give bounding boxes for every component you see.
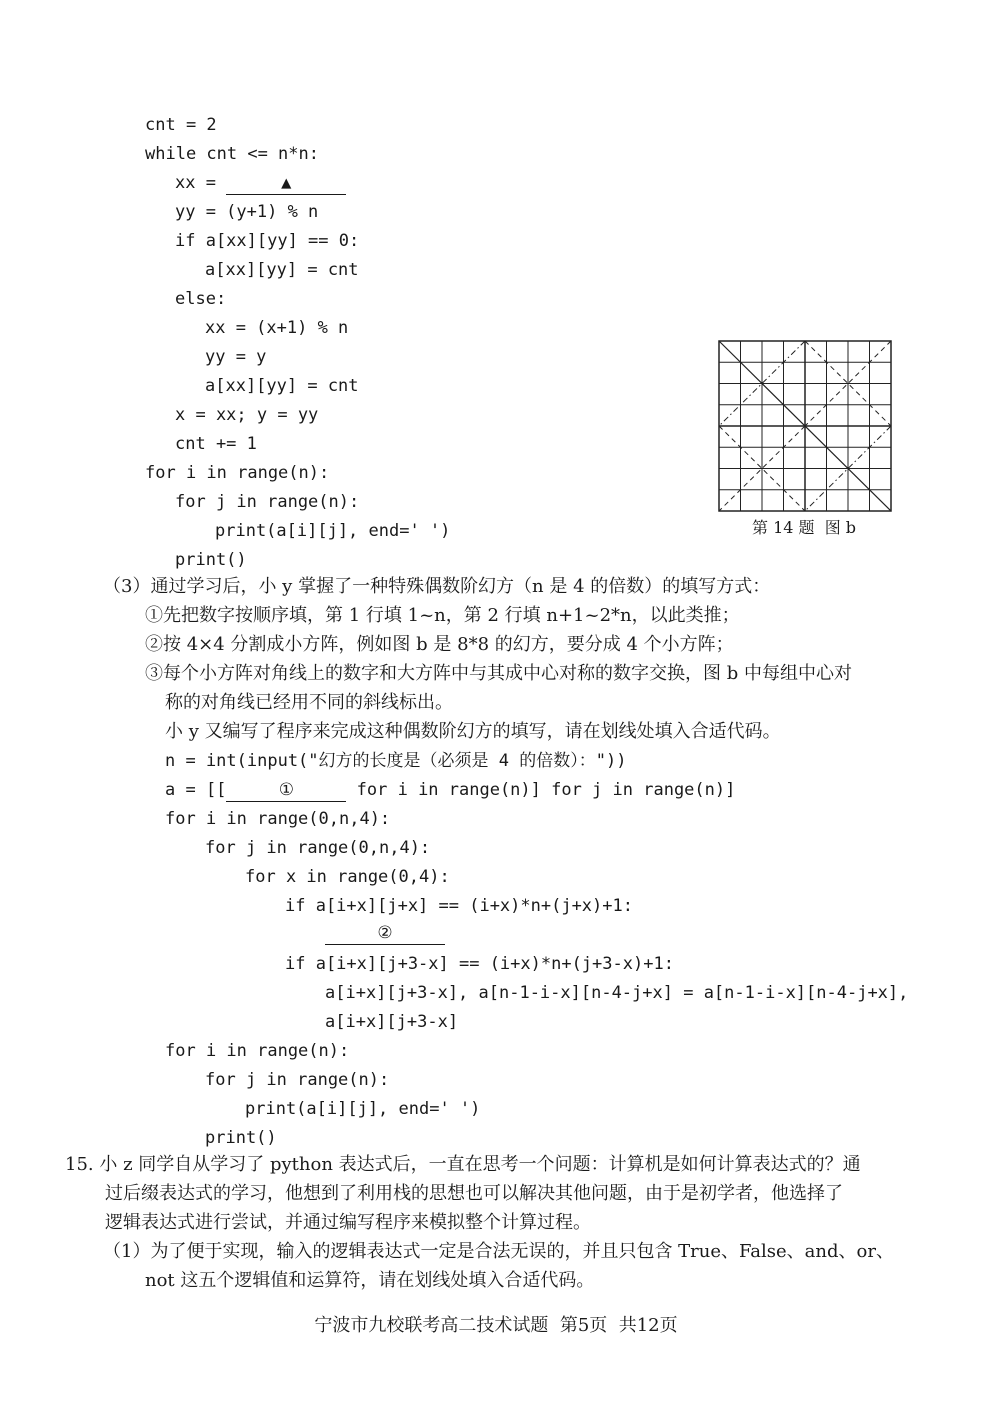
code-line: for x in range(0,4): xyxy=(245,867,450,887)
code-line: print(a[i][j], end=' ') xyxy=(215,521,451,541)
code-line: print(a[i][j], end=' ') xyxy=(245,1099,481,1119)
step-1: ①先把数字按顺序填，第 1 行填 1~n，第 2 行填 n+1~2*n，以此类推； xyxy=(145,605,740,626)
code-line: a[xx][yy] = cnt xyxy=(205,260,359,280)
code-text: xx = xyxy=(175,173,227,193)
code-line: print() xyxy=(205,1128,277,1148)
code-line: xx = (x+1) % n xyxy=(205,318,349,338)
answer-blank-2: ② xyxy=(325,922,445,945)
code-line: if a[xx][yy] == 0: xyxy=(175,231,360,251)
step-2: ②按 4×4 分割成小方阵，例如图 b 是 8*8 的幻方，要分成 4 个小方阵； xyxy=(145,634,734,655)
code-line: for i in range(n): xyxy=(165,1041,350,1061)
code-line: if a[i+x][j+x] == (i+x)*n+(j+x)+1: xyxy=(285,896,633,916)
question-15-part-1: （1）为了便于实现，输入的逻辑表达式一定是合法无误的，并且只包含 True、False、and、or、 xyxy=(103,1241,894,1262)
magic-square-figure xyxy=(718,340,892,512)
code-line: for j in range(0,n,4): xyxy=(205,838,431,858)
question-15-text: 过后缀表达式的学习，他想到了利用栈的思想也可以解决其他问题，由于是初学者，他选择了 xyxy=(105,1183,843,1204)
question-15-text: 逻辑表达式进行尝试，并通过编写程序来模拟整个计算过程。 xyxy=(105,1212,591,1233)
code-line-blank xyxy=(165,777,735,803)
code-line: a[i+x][j+3-x], a[n-1-i-x][n-4-j+x] = a[n-1-i-x][n-4-j+x], xyxy=(325,983,909,1003)
code-line: yy = (y+1) % n xyxy=(175,202,319,222)
code-line: a[i+x][j+3-x] xyxy=(325,1012,459,1032)
code-line: x = xx; y = yy xyxy=(175,405,319,425)
code-line-blank xyxy=(325,920,445,946)
step-3-cont: 称的对角线已经用不同的斜线标出。 xyxy=(165,692,453,713)
code-line: if a[i+x][j+3-x] == (i+x)*n+(j+3-x)+1: xyxy=(285,954,674,974)
task-text: 小 y 又编写了程序来完成这种偶数阶幻方的填写，请在划线处填入合适代码。 xyxy=(165,721,781,742)
question-15-part-1-cont: not 这五个逻辑值和运算符，请在划线处填入合适代码。 xyxy=(145,1270,595,1291)
code-line: cnt += 1 xyxy=(175,434,257,454)
code-line: for j in range(n): xyxy=(205,1070,390,1090)
code-line: n = int(input("幻方的长度是（必须是 4 的倍数）：")) xyxy=(165,751,627,771)
code-line: yy = y xyxy=(205,347,267,367)
page-footer: 宁波市九校联考高二技术试题 第5页 共12页 xyxy=(314,1315,678,1336)
code-line: for i in range(0,n,4): xyxy=(165,809,391,829)
code-text: for i in range(n)] for j in range(n)] xyxy=(346,780,736,800)
code-line: cnt = 2 xyxy=(145,115,217,135)
code-line: for j in range(n): xyxy=(175,492,360,512)
code-text: a = [[ xyxy=(165,780,227,800)
answer-blank-triangle: ▲ xyxy=(226,172,346,195)
question-15-text: 15. 小 z 同学自从学习了 python 表达式后，一直在思考一个问题：计算机是如何计算表达式的？通 xyxy=(65,1154,861,1175)
question-part-intro: （3）通过学习后，小 y 掌握了一种特殊偶数阶幻方（n 是 4 的倍数）的填写方式： xyxy=(103,576,771,597)
answer-blank-1: ① xyxy=(226,779,346,802)
figure-caption: 第 14 题 图 b xyxy=(752,518,857,537)
code-line-blank xyxy=(175,170,346,196)
code-line: for i in range(n): xyxy=(145,463,330,483)
code-line: a[xx][yy] = cnt xyxy=(205,376,359,396)
code-line: print() xyxy=(175,550,247,570)
magic-square-grid xyxy=(718,340,892,512)
code-line: else: xyxy=(175,289,227,309)
code-line: while cnt <= n*n: xyxy=(145,144,319,164)
step-3: ③每个小方阵对角线上的数字和大方阵中与其成中心对称的数字交换，图 b 中每组中心对 xyxy=(145,663,852,684)
